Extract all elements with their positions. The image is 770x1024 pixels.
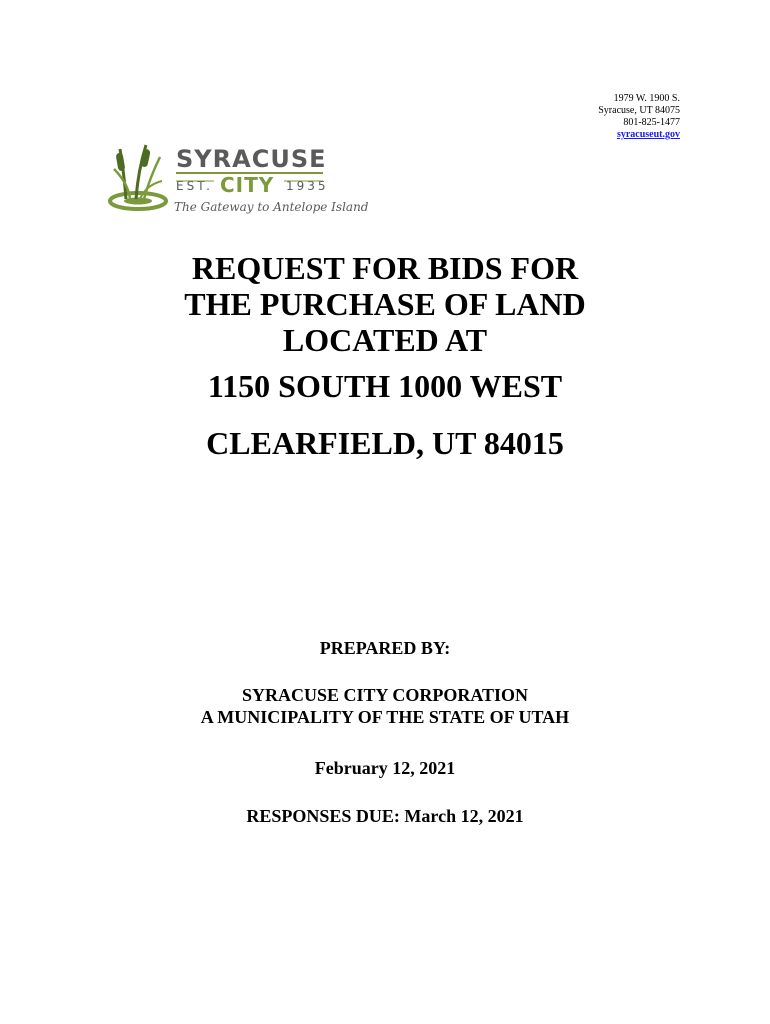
cattail-logo-icon xyxy=(108,143,369,221)
logo-tagline: The Gateway to Antelope Island xyxy=(174,200,369,214)
logo-est-label: EST. xyxy=(176,179,213,193)
prepared-by-label: PREPARED BY: xyxy=(319,638,451,658)
contact-website-link[interactable]: syracuseut.gov xyxy=(616,129,680,140)
title-line-1: REQUEST FOR BIDS FOR xyxy=(191,250,579,286)
responses-due: RESPONSES DUE: March 12, 2021 xyxy=(246,806,524,826)
contact-address-block xyxy=(598,93,680,141)
title-line-3: LOCATED AT xyxy=(282,322,488,358)
logo-year: 1935 xyxy=(286,179,329,193)
property-city: CLEARFIELD, UT 84015 xyxy=(206,425,564,461)
logo-city-label: CITY xyxy=(220,173,275,197)
contact-phone: 801-825-1477 xyxy=(623,117,680,128)
document-title xyxy=(0,250,770,358)
logo-name: SYRACUSE xyxy=(176,145,327,173)
preparer-org-line-2: A MUNICIPALITY OF THE STATE OF UTAH xyxy=(200,707,570,727)
syracuse-city-logo xyxy=(108,143,369,221)
title-line-2: THE PURCHASE OF LAND xyxy=(184,286,586,322)
preparer-org-line-1: SYRACUSE CITY CORPORATION xyxy=(241,685,529,705)
issue-date: February 12, 2021 xyxy=(314,758,456,778)
contact-street: 1979 W. 1900 S. xyxy=(613,93,680,104)
property-street: 1150 SOUTH 1000 WEST xyxy=(207,368,563,404)
contact-city-state-zip: Syracuse, UT 84075 xyxy=(598,105,680,116)
